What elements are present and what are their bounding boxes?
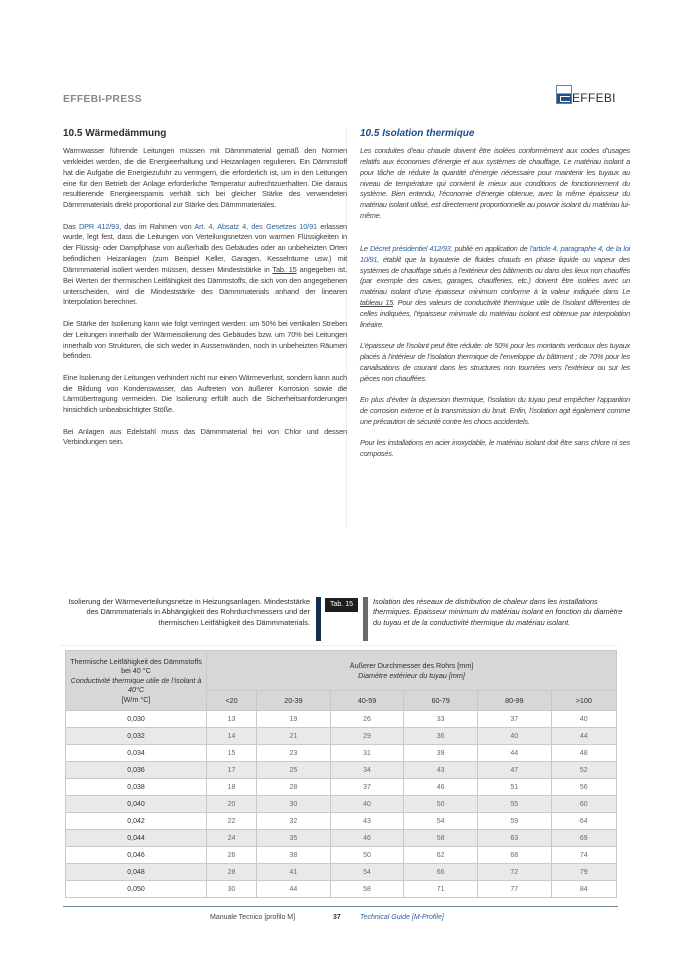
thickness-value: 18 (207, 779, 257, 796)
thickness-value: 29 (330, 728, 404, 745)
table-row (66, 830, 617, 847)
conductivity-value: 0,044 (66, 830, 207, 847)
text: , établit que la tuyauterie de fluides chauds en phase liquide ou vapeur des systèmes de chauffage situés à l’extérieur des bâtiments ou dans des lieux non chauffés (par exemple des caves, garages, chaufferies, etc.) doivent être isolées avec un matériau isolant d’une épaisseur minimum conforme à la valeur indiquée dans Le (360, 254, 630, 297)
conductivity-value: 0,040 (66, 796, 207, 813)
thickness-value: 32 (257, 813, 331, 830)
french-paragraph-3: L’épaisseur de l’isolant peut être réduite: de 50% pour les montants verticaux des tuyaux placés à l’intérieur de l’isolation thermique de l’enveloppe du bâtiment ; de 70% pour les canalisations de courant dans les structures non tournées vers l’extérieur ou sur les pièces non chauffées. (360, 341, 630, 383)
thickness-value: 58 (330, 881, 404, 898)
thickness-value: 26 (330, 711, 404, 728)
thickness-value: 71 (404, 881, 478, 898)
law-article-link[interactable]: Art. 4, Absatz 4, des Gesetzes 10/91 (194, 221, 318, 231)
thickness-value: 68 (477, 847, 551, 864)
thickness-value: 72 (477, 864, 551, 881)
thickness-value: 41 (257, 864, 331, 881)
thickness-value: 43 (330, 813, 404, 830)
thickness-value: 54 (330, 864, 404, 881)
thickness-value: 59 (477, 813, 551, 830)
table-row (66, 745, 617, 762)
text: . Pour des valeurs de conductivité thermique utile de l’isolant différentes de celles indiquées, l’épaisseur minimale du matériau isolant est obtenue par interpolation linéaire. (360, 298, 630, 329)
thickness-value: 40 (330, 796, 404, 813)
conductivity-value: 0,042 (66, 813, 207, 830)
thickness-value: 40 (551, 711, 616, 728)
thickness-value: 26 (207, 847, 257, 864)
thickness-value: 63 (477, 830, 551, 847)
table-row (66, 796, 617, 813)
thickness-value: 37 (330, 779, 404, 796)
column-header: 80-99 (477, 691, 551, 711)
thickness-value: 46 (330, 830, 404, 847)
thickness-value: 44 (551, 728, 616, 745)
thickness-value: 31 (330, 745, 404, 762)
german-column (63, 128, 347, 459)
french-paragraph-2 (360, 244, 630, 331)
logo-text: EFFEBI (572, 91, 616, 105)
table-row (66, 711, 617, 728)
conductivity-value: 0,048 (66, 864, 207, 881)
german-paragraph-5: Bei Anlagen aus Edelstahl muss das Dämmmaterial frei von Chlor und dessen Verbindungen sein. (63, 426, 347, 447)
thickness-value: 58 (404, 830, 478, 847)
table-row (66, 847, 617, 864)
table-row (66, 779, 617, 796)
thickness-value: 23 (257, 745, 331, 762)
thickness-value: 39 (404, 745, 478, 762)
thickness-value: 69 (551, 830, 616, 847)
conductivity-value: 0,036 (66, 762, 207, 779)
thickness-value: 21 (257, 728, 331, 745)
caption-separator (60, 645, 618, 646)
thickness-value: 66 (404, 864, 478, 881)
text: Das (63, 221, 79, 231)
column-header: 40-59 (330, 691, 404, 711)
thickness-value: 47 (477, 762, 551, 779)
conductivity-value: 0,032 (66, 728, 207, 745)
thickness-value: 22 (207, 813, 257, 830)
thickness-value: 74 (551, 847, 616, 864)
column-header: <20 (207, 691, 257, 711)
table-caption (60, 597, 623, 643)
conductivity-value: 0,034 (66, 745, 207, 762)
thickness-value: 44 (477, 745, 551, 762)
thickness-value: 64 (551, 813, 616, 830)
table-reference-link[interactable]: Tab. 15 (272, 264, 297, 274)
thickness-value: 17 (207, 762, 257, 779)
decree-link[interactable]: Décret présidentiel 412/93 (369, 243, 451, 253)
french-column (360, 128, 630, 470)
column-header: 60-79 (404, 691, 478, 711)
caption-german: Isolierung der Wärmeverteilungsnetze in Heizungsanlagen. Mindeststärke des Dämmmaterials in Abhängigkeit des Rohrdurchmessers und der thermischen Leitfähigkeit des Dämmmaterials. (68, 597, 310, 627)
footer-divider (63, 906, 618, 907)
text: erlassen wurde, legt fest, dass die Leitungen von Verteilungsnetzen von warmen Flüssigkeiten in der Flüssig- oder Dampfphase von außerhalb des Gebäudes oder an unbeheizten Orten befindlichen Heizanlagen (zum Beispiel Keller, Garagen, Kesselräume usw.) mit Dämmmaterial isoliert werden müssen, dessen Mindeststärke in (63, 221, 348, 274)
thickness-value: 44 (257, 881, 331, 898)
column-header: >100 (551, 691, 616, 711)
french-paragraph-4: En plus d’éviter la dispersion thermique, l’isolation du tuyau peut empêcher l’apparition de corrosion externe et la transmission du bruit. Enfin, l’isolation agit également comme une précaution de sécurité contre les chocs accidentels. (360, 395, 630, 426)
thickness-value: 36 (404, 728, 478, 745)
table-row (66, 864, 617, 881)
table-row (66, 728, 617, 745)
diameter-group-header (207, 651, 617, 691)
thickness-value: 30 (257, 796, 331, 813)
thickness-value: 28 (257, 779, 331, 796)
table-row (66, 813, 617, 830)
thickness-value: 20 (207, 796, 257, 813)
thickness-value: 13 (207, 711, 257, 728)
thickness-value: 35 (257, 830, 331, 847)
conductivity-header-de: Thermische Leitfähigkeit des Dämmstoffs bei 40 °C (70, 656, 202, 676)
table-row (66, 762, 617, 779)
thickness-value: 34 (330, 762, 404, 779)
german-section-title: 10.5 Wärmedämmung (63, 128, 167, 139)
thickness-value: 43 (404, 762, 478, 779)
publisher-brand: EFFEBI-PRESS (63, 93, 142, 105)
conductivity-header (66, 651, 207, 711)
footer-guide-title: Technical Guide [M-Profile] (360, 914, 444, 921)
text: angegeben ist. Bei Werten der thermischen Leitfähigkeit des Dämmstoffs, die sich von den angegebenen unterscheiden, wird die Mindeststärke des Dämmmaterials anhand der linearen Interpolation berechnet. (63, 264, 347, 307)
thickness-value: 77 (477, 881, 551, 898)
table-label: Tab. 15 (325, 598, 358, 612)
page-number: 37 (333, 914, 341, 921)
caption-bar-french (363, 597, 368, 641)
column-header: 20-39 (257, 691, 331, 711)
french-section-title: 10.5 Isolation thermique (360, 128, 475, 139)
insulation-thickness-table (65, 650, 617, 898)
thickness-value: 56 (551, 779, 616, 796)
text: , publié en application de (450, 243, 530, 253)
thickness-value: 79 (551, 864, 616, 881)
caption-bar-german (316, 597, 321, 641)
thickness-value: 55 (477, 796, 551, 813)
thickness-value: 40 (477, 728, 551, 745)
german-paragraph-2 (63, 222, 347, 309)
caption-french: Isolation des réseaux de distribution de chaleur dans les installations thermiques. Épaisseur minimum du matériau isolant en fonction du diamètre du tuyau et de la conductivité thermique du matériau isolant. (373, 597, 623, 627)
thickness-value: 33 (404, 711, 478, 728)
diameter-header-fr: Diamètre extérieur du tuyau [mm] (358, 670, 465, 680)
thickness-value: 15 (207, 745, 257, 762)
french-paragraph-5: Pour les installations en acier inoxydable, le matériau isolant doit être sans chlore ni ses composés. (360, 438, 630, 458)
conductivity-value: 0,030 (66, 711, 207, 728)
thickness-value: 60 (551, 796, 616, 813)
table-row (66, 881, 617, 898)
german-paragraph-1: Warmwasser führende Leitungen müssen mit Dämmmaterial gemäß den Normen verkleidet werden, die die Energieerhaltung und Heizanlagen regulieren. Ein Dämmstoff hat die Aufgabe die Energiezufuhr zu verringern, die erforderlich ist, um in den Leitungen eine für den Betrieb der Anlage erforderliche Temperatur aufrechtzuerhalten. Die daraus resultierende Energieersparnis verhält sich bei gleicher Stärke des verwendeten Dämmmaterials direkt proportional zur Stärke des Dämmmateriales. (63, 146, 347, 210)
conductivity-value: 0,038 (66, 779, 207, 796)
dpr-link[interactable]: DPR 412/93 (78, 221, 120, 231)
effebi-logo-icon (556, 85, 572, 104)
thickness-value: 50 (330, 847, 404, 864)
thickness-value: 37 (477, 711, 551, 728)
thickness-value: 62 (404, 847, 478, 864)
thickness-value: 19 (257, 711, 331, 728)
table-reference-link[interactable]: tableau 15 (360, 298, 394, 308)
thickness-value: 14 (207, 728, 257, 745)
thickness-value: 28 (207, 864, 257, 881)
thickness-value: 30 (207, 881, 257, 898)
thickness-value: 48 (551, 745, 616, 762)
conductivity-unit: [W/m °C] (121, 694, 151, 704)
thickness-value: 38 (257, 847, 331, 864)
text: , das im Rahmen von (119, 221, 195, 231)
thickness-value: 25 (257, 762, 331, 779)
conductivity-value: 0,046 (66, 847, 207, 864)
diameter-header-de: Äußerer Durchmesser des Rohrs [mm] (349, 660, 474, 670)
thickness-value: 84 (551, 881, 616, 898)
german-paragraph-3: Die Stärke der Isolierung kann wie folgt verringert werden: um 50% bei vertikalen Streben der Leitungen innerhalb der Wärmeisolierung des Gebäudes bzw. um 70% bei Leitungen innerhalb von Strukturen, die sich weder in Aussenwänden, noch in unbeheizten Räumen befinden. (63, 318, 347, 361)
company-logo (556, 84, 616, 104)
thickness-value: 24 (207, 830, 257, 847)
text: Le (360, 243, 370, 253)
law-article-link[interactable]: l’article 4, paragraphe 4, de la loi 10/91 (360, 243, 630, 264)
thickness-value: 50 (404, 796, 478, 813)
thickness-value: 54 (404, 813, 478, 830)
conductivity-header-fr: Conductivité thermique utile de l’isolant à 40°C (70, 675, 202, 695)
footer-manual-title: Manuale Tecnico [profilo M] (210, 914, 296, 921)
conductivity-value: 0,050 (66, 881, 207, 898)
thickness-value: 52 (551, 762, 616, 779)
french-paragraph-1: Les conduites d’eau chaude doivent être isolées conformément aux codes d’usages relatifs aux économies d’énergie et aux systèmes de chauffage. Le matériau isolant a pour tâche de réduire la quantité d’énergie nécessaire pour maintenir les tuyaux au niveau de température qui convient le mieux aux conditions de fonctionnement du système. Bien entendu, l’économie d’énergie obtenue, avec la même épaisseur du matériau isolant utilisé, est directement proportionnelle au pouvoir isolant du matériau lui-même. (360, 146, 630, 221)
thickness-value: 46 (404, 779, 478, 796)
german-paragraph-4: Eine Isolierung der Leitungen verhindert nicht nur einen Wärmeverlust, sondern kann auch die Bildung von Kondenswasser, das Auftreten von äußerer Korrosion sowie die Lärmübertragung vermeiden. Die Isolierung erfüllt auch die Sicherheitsanforderungen hinsichtlich unbeabsichtigter Stöße. (63, 372, 347, 415)
thickness-value: 51 (477, 779, 551, 796)
